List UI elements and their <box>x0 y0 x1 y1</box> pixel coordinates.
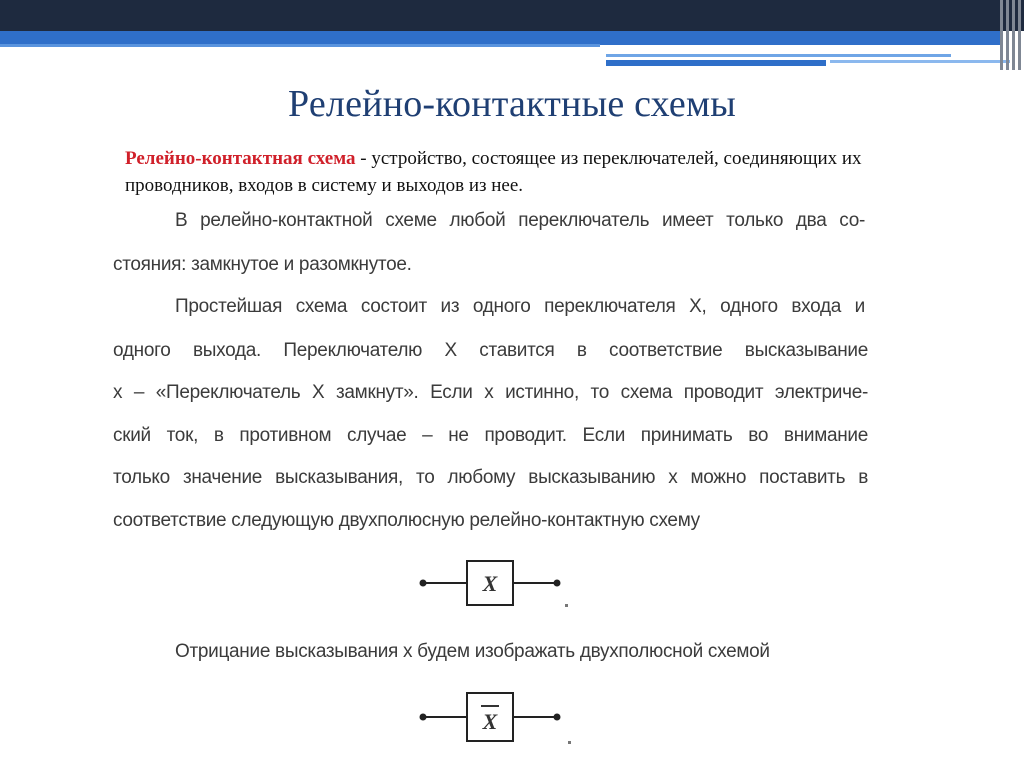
scan-line: ский ток, в противном случае – не проводит. Если принимать во внимание <box>113 425 868 446</box>
definition-paragraph <box>125 145 885 199</box>
negation-label: X <box>482 709 498 734</box>
switch-label: X <box>482 571 498 596</box>
period-mark <box>565 604 568 607</box>
scan-line: В релейно-контактной схеме любой переключатель имеет только два со- <box>175 210 865 231</box>
accent-line <box>606 60 826 66</box>
negation-diagram <box>415 690 575 750</box>
definition-text: - устройство, состоящее из переключателей, соединяющих их проводников, входов в систему и выходов из нее. <box>125 148 862 196</box>
scan-line: Простейшая схема состоит из одного переключателя X, одного входа и <box>175 296 865 317</box>
header-band <box>0 31 1000 45</box>
scan-line: Отрицание высказывания x будем изображать двухполюсной схемой <box>175 641 770 662</box>
accent-line <box>606 54 951 57</box>
switch-diagram <box>415 556 575 616</box>
scan-line: соответствие следующую двухполюсную релейно-контактную схему <box>113 510 700 531</box>
scan-line: стояния: замкнутое и разомкнутое. <box>113 254 412 275</box>
decorative-stripes <box>998 0 1024 70</box>
scan-line: одного выхода. Переключателю X ставится в соответствие высказывание <box>113 340 868 361</box>
scan-line: x – «Переключатель X замкнут». Если x истинно, то схема проводит электриче- <box>113 382 868 403</box>
header-band-highlight <box>0 44 600 47</box>
top-bar <box>0 0 1024 31</box>
slide-title: Релейно-контактные схемы <box>288 83 736 125</box>
scan-line: только значение высказывания, то любому высказыванию x можно поставить в <box>113 467 868 488</box>
definition-term: Релейно-контактная схема <box>125 148 356 169</box>
period-mark <box>568 741 571 744</box>
accent-line <box>830 60 1010 63</box>
